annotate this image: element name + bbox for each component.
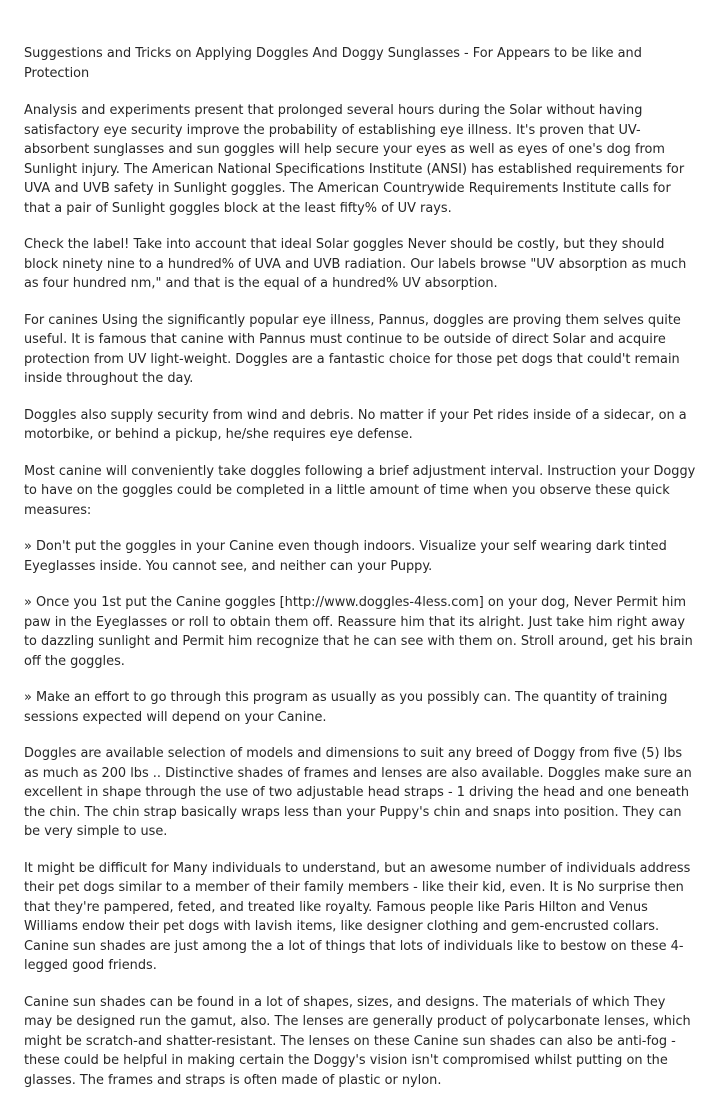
paragraph-pannus: For canines Using the significantly popular eye illness, Pannus, doggles are proving them selves quite useful. It is famous that canine with Pannus must continue to be outside of direct Solar and acquire protection from UV light-weight. Doggles are a fantastic choice for those pet dogs that could't remain inside throughout the day.	[24, 312, 681, 386]
paragraph-tip-indoors: » Don't put the goggles in your Canine even though indoors. Visualize your self wearing dark tinted Eyeglasses inside. You cannot see, and neither can your Puppy.	[24, 539, 667, 574]
document-body	[24, 44, 696, 1107]
document-title: Suggestions and Tricks on Applying Doggles And Doggy Sunglasses - For Appears to be like and Protection	[24, 46, 642, 81]
paragraph-materials: Canine sun shades can be found in a lot of shapes, sizes, and designs. The materials of which They may be designed run the gamut, also. The lenses are generally product of polycarbonate lenses, which might be scratch-and shatter-resistant. The lenses on these Canine sun shades can also be anti-fog - these could be helpful in making certain the Doggy's vision isn't compromised whilst putting on the glasses. The frames and straps is often made of plastic or nylon.	[24, 994, 691, 1088]
paragraph-check-label: Check the label! Take into account that ideal Solar goggles Never should be costly, but they should block ninety nine to a hundred% of UVA and UVB radiation. Our labels browse "UV absorption as much as four hundred nm," and that is the equal of a hundred% UV absorption.	[24, 237, 687, 291]
paragraph-wind-debris: Doggles also supply security from wind and debris. No matter if your Pet rides inside of a sidecar, on a motorbike, or behind a pickup, he/she requires eye defense.	[24, 407, 687, 442]
paragraph-tip-repeat: » Make an effort to go through this program as usually as you possibly can. The quantity of training sessions expected will depend on your Canine.	[24, 690, 668, 725]
paragraph-pampered-pets: It might be difficult for Many individuals to understand, but an awesome number of individuals address their pet dogs similar to a member of their family members - like their kid, even. It is No surprise then that they're pampered, feted, and treated like royalty. Famous people like Paris Hilton and Venus Williams endow their pet dogs with lavish items, like designer clothing and gem-encrusted collars. Canine sun shades are just among the a lot of things that lots of individuals like to bestow on these 4-legged good friends.	[24, 860, 691, 973]
paragraph-models-sizes: Doggles are available selection of models and dimensions to suit any breed of Doggy from five (5) lbs as much as 200 lbs .. Distinctive shades of frames and lenses are also available. Doggles make sure an excellent in shape through the use of two adjustable head straps - 1 driving the head and one beneath the chin. The chin strap basically wraps less than your Puppy's chin and snaps into position. They can be very simple to use.	[24, 746, 692, 839]
paragraph-tip-first-time: » Once you 1st put the Canine goggles [http://www.doggles-4less.com] on your dog, Never Permit him paw in the Eyeglasses or roll to obtain them off. Reassure him that its alright. Just take him right away to dazzling sunlight and Permit him recognize that he can see with them on. Stroll around, get his brain off the goggles.	[24, 595, 693, 669]
paragraph-adjustment: Most canine will conveniently take doggles following a brief adjustment interval. Instruction your Doggy to have on the goggles could be completed in a little amount of time when you observe these quick measures:	[24, 463, 696, 518]
paragraph-eye-protection: Analysis and experiments present that prolonged several hours during the Solar without having satisfactory eye security improve the probability of establishing eye illness. It's proven that UV-absorbent sunglasses and sun goggles will help secure your eyes as well as eyes of one's dog from Sunlight injury. The American National Specifications Institute (ANSI) has established requirements for UVA and UVB safety in Sunlight goggles. The American Countrywide Requirements Institute calls for that a pair of Sunlight goggles block at the least fifty% of UV rays.	[24, 103, 685, 216]
